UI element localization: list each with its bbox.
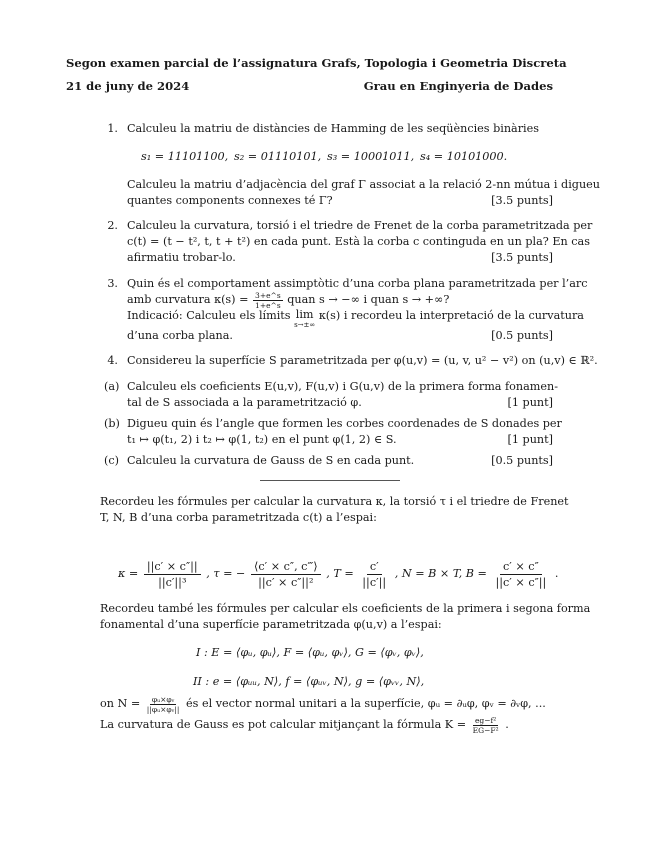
fraction-numerator: 3+e^s bbox=[255, 290, 281, 300]
limit-operator bbox=[294, 308, 315, 329]
formula-segment: , N = B × T, B = bbox=[394, 567, 487, 580]
limit-label: lim bbox=[295, 308, 314, 321]
curvature-fraction bbox=[253, 291, 283, 310]
text-segment: quan s → −∞ i quan s → +∞? bbox=[287, 293, 450, 306]
exam-title: Segon examen parcial de l’assignatura Grafs, Topologia i Geometria Discreta bbox=[66, 56, 567, 70]
problem-text: Quin és el comportament assimptòtic d’una corba plana parametritzada per l’arc bbox=[127, 277, 588, 290]
gauss-curvature-text bbox=[100, 714, 509, 736]
problem-text: Calculeu la curvatura, torsió i el triedre de Frenet de la corba parametritzada per bbox=[127, 219, 593, 232]
problem-text: d’una corba plana. bbox=[127, 329, 233, 342]
reminder-text: T, N, B d’una corba parametritzada c(t) a l’espai: bbox=[100, 511, 377, 524]
sequence-s2: s₂ = 01110101, bbox=[234, 150, 322, 163]
exam-date: 21 de juny de 2024 bbox=[66, 79, 190, 93]
points-label: [1 punt] bbox=[507, 433, 553, 446]
first-fundamental-form: I : E = ⟨φᵤ, φᵤ⟩, F = ⟨φᵤ, φᵥ⟩, G = ⟨φᵥ, φᵥ⟩, bbox=[196, 646, 424, 659]
kappa-fraction bbox=[144, 559, 201, 590]
part-text: tal de S associada a la parametrització φ. bbox=[127, 396, 362, 409]
normal-fraction bbox=[145, 695, 182, 714]
second-fundamental-form: II : e = ⟨φᵤᵤ, N⟩, f = ⟨φᵤᵥ, N⟩, g = ⟨φᵥᵥ, N⟩, bbox=[193, 675, 425, 688]
part-text: Calculeu els coeficients E(u,v), F(u,v) i G(u,v) de la primera forma fonamen- bbox=[127, 380, 558, 393]
fraction-denominator: ||c′ × c″|| bbox=[495, 575, 547, 589]
part-label: (b) bbox=[104, 417, 120, 430]
problem-number: 2. bbox=[107, 219, 118, 232]
problem-number: 1. bbox=[107, 122, 118, 135]
normal-vector-text bbox=[100, 693, 546, 715]
reminder-text: Recordeu les fórmules per calcular la curvatura κ, la torsió τ i el triedre de Frenet bbox=[100, 495, 569, 508]
reminder-text: Recordeu també les fórmules per calcular els coeficients de la primera i segona forma bbox=[100, 602, 591, 615]
fraction-denominator: ||c′|| bbox=[362, 575, 387, 589]
fraction-denominator: EG−F² bbox=[472, 725, 499, 735]
formula-segment: . bbox=[554, 567, 559, 580]
fraction-numerator: ⟨c′ × c″, c‴⟩ bbox=[251, 559, 321, 575]
part-label: (a) bbox=[104, 380, 120, 393]
binormal-fraction bbox=[492, 559, 549, 590]
fraction-numerator: eg−f² bbox=[474, 715, 497, 725]
problem-text: Calculeu la matriu d’adjacència del graf Γ associat a la relació 2-nn mútua i digueu bbox=[127, 178, 600, 191]
problem-text: afirmatiu trobar-lo. bbox=[127, 251, 236, 264]
exam-degree: Grau en Enginyeria de Dades bbox=[363, 79, 553, 93]
frenet-formulas bbox=[118, 555, 558, 593]
tau-fraction bbox=[251, 559, 321, 590]
fraction-numerator: c′ × c″ bbox=[500, 559, 542, 575]
formula-segment: κ = bbox=[118, 567, 139, 580]
part-text: t₁ ↦ φ(t₁, 2) i t₂ ↦ φ(1, t₂) en el punt φ(1, 2) ∈ S. bbox=[127, 433, 397, 446]
text-segment: κ(s) i recordeu la interpretació de la curvatura bbox=[318, 309, 584, 322]
problem-text: Calculeu la matriu de distàncies de Hamming de les seqüències binàries bbox=[127, 122, 539, 135]
text-segment: on N = bbox=[100, 697, 141, 710]
part-text: Digueu quin és l’angle que formen les corbes coordenades de S donades per bbox=[127, 417, 562, 430]
problem-text: quantes components connexes té Γ? bbox=[127, 194, 333, 207]
problem-number: 3. bbox=[107, 277, 118, 290]
sequence-s1: s₁ = 11101100, bbox=[141, 150, 229, 163]
fraction-numerator: c′ bbox=[367, 559, 382, 575]
fraction-denominator: 1+e^s bbox=[255, 300, 281, 310]
sequence-s3: s₃ = 10001011, bbox=[327, 150, 415, 163]
tangent-fraction bbox=[359, 559, 389, 590]
part-text: Calculeu la curvatura de Gauss de S en cada punt. bbox=[127, 454, 415, 467]
formula-segment: , T = bbox=[326, 567, 354, 580]
fraction-numerator: φᵤ×φᵥ bbox=[151, 694, 175, 704]
text-segment: Indicació: Calculeu els límits bbox=[127, 309, 291, 322]
points-label: [0.5 punts] bbox=[491, 454, 553, 467]
problem-text: c(t) = (t − t², t, t + t²) en cada punt. Està la corba c continguda en un pla? En cas bbox=[127, 235, 590, 248]
fraction-denominator: ||c′||³ bbox=[158, 575, 187, 589]
text-segment: és el vector normal unitari a la superfície, φᵤ = ∂ᵤφ, φᵥ = ∂ᵥφ, ... bbox=[186, 697, 546, 710]
points-label: [3.5 punts] bbox=[491, 251, 553, 264]
problem-text bbox=[127, 308, 584, 329]
fraction-denominator: ||φᵤ×φᵥ|| bbox=[146, 704, 180, 714]
fraction-numerator: ||c′ × c″|| bbox=[144, 559, 201, 575]
points-label: [3.5 punts] bbox=[491, 194, 553, 207]
points-label: [1 punt] bbox=[507, 396, 553, 409]
text-segment: . bbox=[505, 718, 509, 731]
limit-subscript: s→±∞ bbox=[294, 321, 316, 329]
points-label: [0.5 punts] bbox=[491, 329, 553, 342]
section-divider bbox=[260, 480, 400, 481]
problem-text: Considereu la superfície S parametritzada per φ(u,v) = (u, v, u² − v²) on (u,v) ∈ ℝ². bbox=[127, 354, 598, 367]
text-segment: amb curvatura κ(s) = bbox=[127, 293, 249, 306]
gauss-fraction bbox=[471, 716, 501, 735]
problem-number: 4. bbox=[107, 354, 118, 367]
sequence-s4: s₄ = 10101000. bbox=[420, 150, 508, 163]
reminder-text: fonamental d’una superfície parametritzada φ(u,v) a l’espai: bbox=[100, 618, 442, 631]
part-label: (c) bbox=[104, 454, 119, 467]
fraction-denominator: ||c′ × c″||² bbox=[258, 575, 314, 589]
formula-segment: , τ = − bbox=[206, 567, 246, 580]
text-segment: La curvatura de Gauss es pot calcular mitjançant la fórmula K = bbox=[100, 718, 467, 731]
